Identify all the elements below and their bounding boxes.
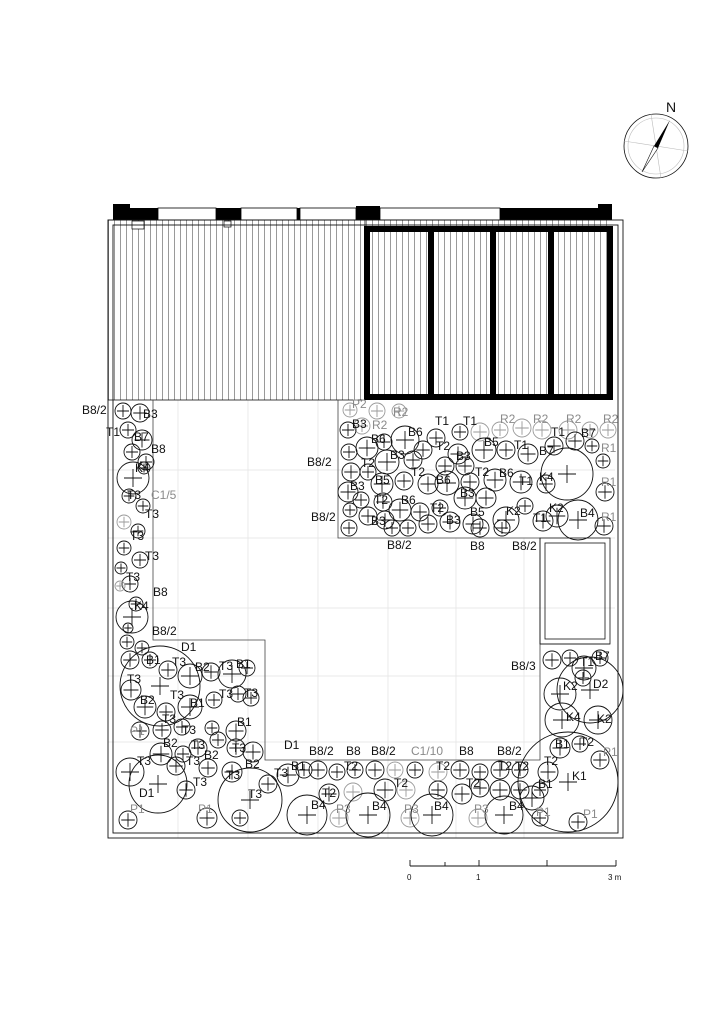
plant-code-label: B8/2: [82, 403, 107, 417]
plant-code-label: T1: [435, 414, 450, 428]
plant-code-label: B4: [311, 798, 326, 812]
plant-code-label: P3: [336, 802, 351, 816]
plant-code-label: R2: [566, 412, 582, 426]
plant-code-label: T2: [361, 456, 376, 470]
garden-bench: [540, 538, 610, 644]
plant-code-label: K4: [539, 470, 554, 484]
plant-center-cross: [519, 500, 531, 512]
plant-code-label: T3: [219, 659, 234, 673]
plant-code-label: B1: [291, 759, 306, 773]
plant-code-label: D2: [593, 677, 609, 691]
plant-code-label: T2: [394, 776, 409, 790]
plant-code-label: R2: [393, 405, 409, 419]
plant-code-label: B8: [459, 744, 474, 758]
plant-code-label: K2: [549, 501, 564, 515]
plant-center-cross: [124, 624, 132, 632]
plant-code-label: T3: [145, 549, 160, 563]
plant-center-cross: [179, 783, 193, 797]
plant-code-label: T3: [145, 507, 160, 521]
scale-tick-0: 0: [407, 873, 412, 882]
plant-code-label: B8/2: [309, 744, 334, 758]
plant-code-label: K4: [134, 599, 149, 613]
plant-code-label: T2: [374, 493, 389, 507]
plant-center-cross: [587, 441, 598, 452]
plant-code-label: B4: [434, 799, 449, 813]
plant-code-label: T2: [475, 465, 490, 479]
plant-code-label: T3: [127, 672, 142, 686]
plant-code-label: B4: [509, 799, 524, 813]
plant-labels: [82, 397, 619, 821]
north-arrow: [624, 99, 688, 178]
plant-code-label: P1: [130, 802, 145, 816]
plant-code-label: T2: [498, 759, 513, 773]
plant-code-label: B8: [153, 585, 168, 599]
plant-code-label: B2: [163, 736, 178, 750]
plant-code-label: B7: [134, 430, 149, 444]
plant-center-cross: [577, 672, 589, 684]
plant-code-label: T3: [182, 723, 197, 737]
plant-code-label: B1: [190, 696, 205, 710]
plant-code-label: T3: [186, 754, 201, 768]
plant-code-label: T2: [436, 759, 451, 773]
plant-center-cross: [122, 637, 133, 648]
plant-code-label: B6: [371, 432, 386, 446]
plant-code-label: B8/3: [511, 659, 536, 673]
plant-center-cross: [343, 522, 355, 534]
plant-code-label: T3: [219, 687, 234, 701]
plant-center-cross: [207, 723, 218, 734]
plant-code-label: B3: [460, 486, 475, 500]
plant-code-label: T3: [248, 787, 263, 801]
pergola-deck: [365, 220, 612, 400]
plant-code-label: B2: [140, 693, 155, 707]
plant-code-label: B8/2: [371, 744, 396, 758]
plant-code-label: B8: [346, 744, 361, 758]
plant-center-cross: [345, 505, 356, 516]
plant-code-label: B3: [350, 479, 365, 493]
plant-center-cross: [479, 491, 494, 506]
plant-center-cross: [564, 652, 576, 664]
north-label: N: [666, 99, 677, 115]
plant-code-label: T3: [244, 686, 259, 700]
plant-code-label: T1: [551, 425, 566, 439]
plant-code-label: P3: [474, 802, 489, 816]
plant-center-cross: [453, 763, 467, 777]
plant-code-label: T3: [172, 655, 187, 669]
plant-code-label: T3: [126, 570, 141, 584]
plant-code-label: T3: [191, 738, 206, 752]
plant-code-label: B3: [352, 417, 367, 431]
plant-center-cross: [119, 517, 130, 528]
plant-code-label: R2: [603, 412, 619, 426]
plant-code-label: C1/10: [411, 744, 444, 758]
plant-center-cross: [598, 456, 609, 467]
plant-code-label: D1: [139, 786, 155, 800]
plant-code-label: R1: [601, 510, 617, 524]
plant-code-label: T2: [344, 759, 359, 773]
plant-code-label: B5: [470, 505, 485, 519]
plant-code-label: P1: [536, 805, 551, 819]
plant-code-label: R2: [533, 412, 549, 426]
plant-center-cross: [515, 421, 529, 435]
plant-center-cross: [119, 543, 130, 554]
plant-center-cross: [568, 434, 582, 448]
plant-code-label: B8/2: [311, 510, 336, 524]
plant-code-label: D1: [284, 738, 300, 752]
plant-center-cross: [116, 582, 124, 590]
plant-code-label: B8/2: [152, 624, 177, 638]
plant-code-label: B7: [539, 444, 554, 458]
plant-code-label: T3: [130, 529, 145, 543]
plant-code-label: B8/2: [512, 539, 537, 553]
plant-code-label: T2: [580, 735, 595, 749]
plant-code-label: T2: [466, 776, 481, 790]
plant-code-label: T2: [515, 759, 530, 773]
plant-center-cross: [371, 405, 383, 417]
plant-code-label: P2: [352, 397, 367, 411]
plant-center-cross: [331, 766, 343, 778]
plant-center-cross: [344, 465, 358, 479]
plant-code-label: K2: [563, 679, 578, 693]
plant-code-label: B2: [204, 748, 219, 762]
plant-code-label: R1: [601, 475, 617, 489]
plant-center-cross: [212, 734, 224, 746]
plant-code-label: B8: [470, 539, 485, 553]
plant-center-cross: [122, 424, 134, 436]
plant-code-label: P3: [404, 802, 419, 816]
plant-code-label: T3: [274, 766, 289, 780]
plant-code-label: K1: [572, 769, 587, 783]
plant-code-label: T2: [436, 439, 451, 453]
plant-code-label: B2: [245, 757, 260, 771]
scale-bar: [407, 860, 622, 882]
plant-center-cross: [493, 783, 508, 798]
plant-center-cross: [473, 521, 487, 535]
plant-code-label: B4: [580, 506, 595, 520]
plant-center-cross: [386, 522, 398, 534]
plant-code-label: T3: [137, 754, 152, 768]
plant-center-cross: [545, 653, 559, 667]
plant-center-cross: [346, 785, 360, 799]
plant-code-label: B3: [446, 513, 461, 527]
plant-code-label: T1: [106, 425, 121, 439]
plant-center-cross: [409, 764, 421, 776]
plant-center-cross: [232, 688, 244, 700]
plant-code-label: B7: [581, 426, 596, 440]
plant-code-label: R2: [500, 412, 516, 426]
plant-code-label: B6: [436, 473, 451, 487]
plant-code-label: T1: [514, 438, 529, 452]
plant-code-label: B1: [146, 653, 161, 667]
plant-code-label: C1/5: [151, 488, 177, 502]
plant-code-label: B2: [195, 660, 210, 674]
plant-code-label: B8/2: [497, 744, 522, 758]
plant-code-label: B6: [499, 466, 514, 480]
plant-code-label: T1: [580, 655, 595, 669]
plant-center-cross: [117, 405, 129, 417]
plant-center-cross: [117, 564, 126, 573]
plant-center-cross: [397, 474, 411, 488]
plant-code-label: T2: [411, 465, 426, 479]
plant-code-label: B5: [484, 435, 499, 449]
plant-center-cross: [421, 517, 435, 531]
plant-center-cross: [201, 761, 215, 775]
north-arrow-needle: [654, 120, 670, 148]
plant-center-cross: [234, 812, 246, 824]
plant-center-cross: [137, 643, 148, 654]
timber-deck: [108, 220, 365, 400]
plant-center-cross: [261, 777, 275, 791]
plant-code-label: B3: [456, 449, 471, 463]
plant-code-label: B3: [390, 448, 405, 462]
plant-code-label: T3: [162, 712, 177, 726]
plant-code-label: B7: [595, 649, 610, 663]
plant-center-cross: [499, 443, 513, 457]
plant-code-label: B1: [555, 737, 570, 751]
plant-code-label: T2: [544, 754, 559, 768]
plant-code-label: B8: [151, 442, 166, 456]
plant-center-cross: [558, 465, 576, 483]
plant-code-label: T2: [322, 786, 337, 800]
plant-code-label: D1: [181, 640, 197, 654]
plant-code-label: B6: [401, 493, 416, 507]
plant-center-cross: [402, 522, 414, 534]
plant-code-label: T1: [463, 414, 478, 428]
plant-code-label: B3: [371, 514, 386, 528]
plant-code-label: P1: [583, 807, 598, 821]
plant-center-cross: [311, 763, 325, 777]
plant-code-label: T3: [232, 741, 247, 755]
plant-center-cross: [368, 763, 382, 777]
plant-center-cross: [413, 505, 427, 519]
plant-code-label: K2: [506, 504, 521, 518]
plant-code-label: B8/2: [387, 538, 412, 552]
plant-code-label: B1: [237, 715, 252, 729]
scale-tick-1: 1: [476, 873, 481, 882]
plant-code-label: P1: [603, 745, 618, 759]
plant-code-label: P1: [198, 802, 213, 816]
plant-code-label: K4: [135, 461, 150, 475]
plant-code-label: K2: [597, 712, 612, 726]
plant-code-label: B1: [538, 777, 553, 791]
plant-code-label: T2: [430, 501, 445, 515]
plant-code-label: K4: [566, 710, 581, 724]
plant-center-cross: [343, 446, 355, 458]
plant-code-label: B6: [408, 425, 423, 439]
plant-code-label: B3: [143, 407, 158, 421]
plant-code-label: T3: [127, 488, 142, 502]
plant-code-label: R1: [601, 441, 617, 455]
plant-code-label: B5: [375, 473, 390, 487]
plant-code-label: B1: [236, 657, 251, 671]
plant-code-label: P1: [130, 724, 145, 738]
plant-code-label: T1: [519, 474, 534, 488]
plant-center-cross: [389, 764, 401, 776]
plant-code-label: T1: [533, 511, 548, 525]
plant-code-label: R2: [372, 418, 388, 432]
plant-code-label: B4: [372, 799, 387, 813]
plant-code-label: B8/2: [307, 455, 332, 469]
plant-code-label: T3: [193, 775, 208, 789]
scale-tick-3m: 3 m: [608, 873, 622, 882]
plant-code-label: T3: [170, 688, 185, 702]
plant-code-label: T3: [226, 768, 241, 782]
